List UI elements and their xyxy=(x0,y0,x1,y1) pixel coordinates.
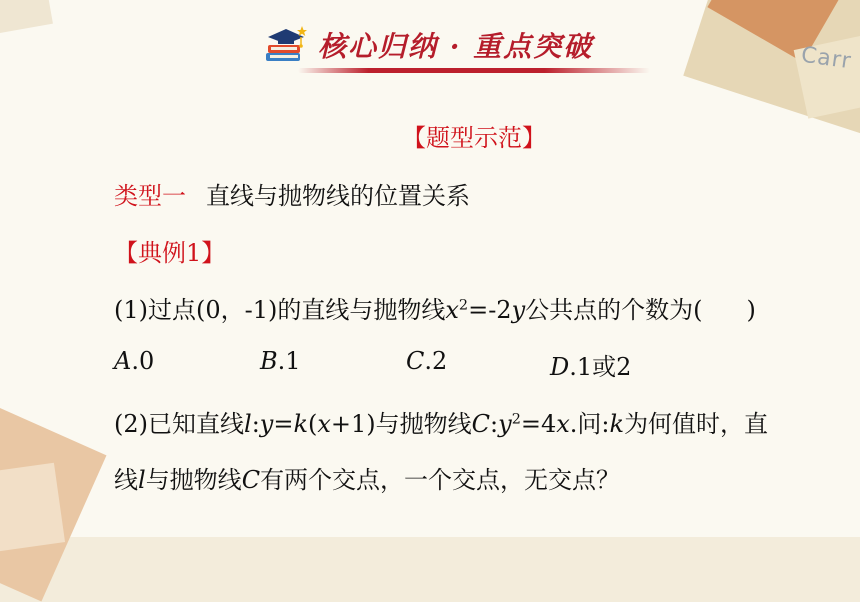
question-2-line-2: 线l与抛物线C有两个交点，一个交点，无交点？ xyxy=(114,466,621,494)
header-title: 核心归纳 · 重点突破 xyxy=(318,30,594,63)
example-label: 【典例1】 xyxy=(114,239,226,267)
type-label: 类型一 xyxy=(114,182,186,210)
option-b: B.1 xyxy=(260,347,301,375)
type-text: 直线与抛物线的位置关系 xyxy=(206,182,470,210)
decor-text: Carr xyxy=(799,42,854,75)
header-underline xyxy=(298,68,650,73)
option-c: C.2 xyxy=(406,347,448,375)
type-heading xyxy=(114,176,470,211)
option-d: D.1或2 xyxy=(550,353,632,381)
option-a: A.0 xyxy=(114,347,155,375)
section-title: 【题型示范】 xyxy=(402,124,546,152)
books-graduation-cap-icon xyxy=(262,23,308,67)
question-1: (1)过点(0，-1)的直线与抛物线$x^2=-2y$公共点的个数为( ) xyxy=(114,296,756,324)
question-2-line-1: (2)已知直线l:y=k(x+1)与抛物线$C:y^2=4x$.问:k为何值时，直 xyxy=(114,410,769,438)
slide-header xyxy=(262,20,593,70)
decor-paper-bottom-left-light xyxy=(0,463,65,558)
